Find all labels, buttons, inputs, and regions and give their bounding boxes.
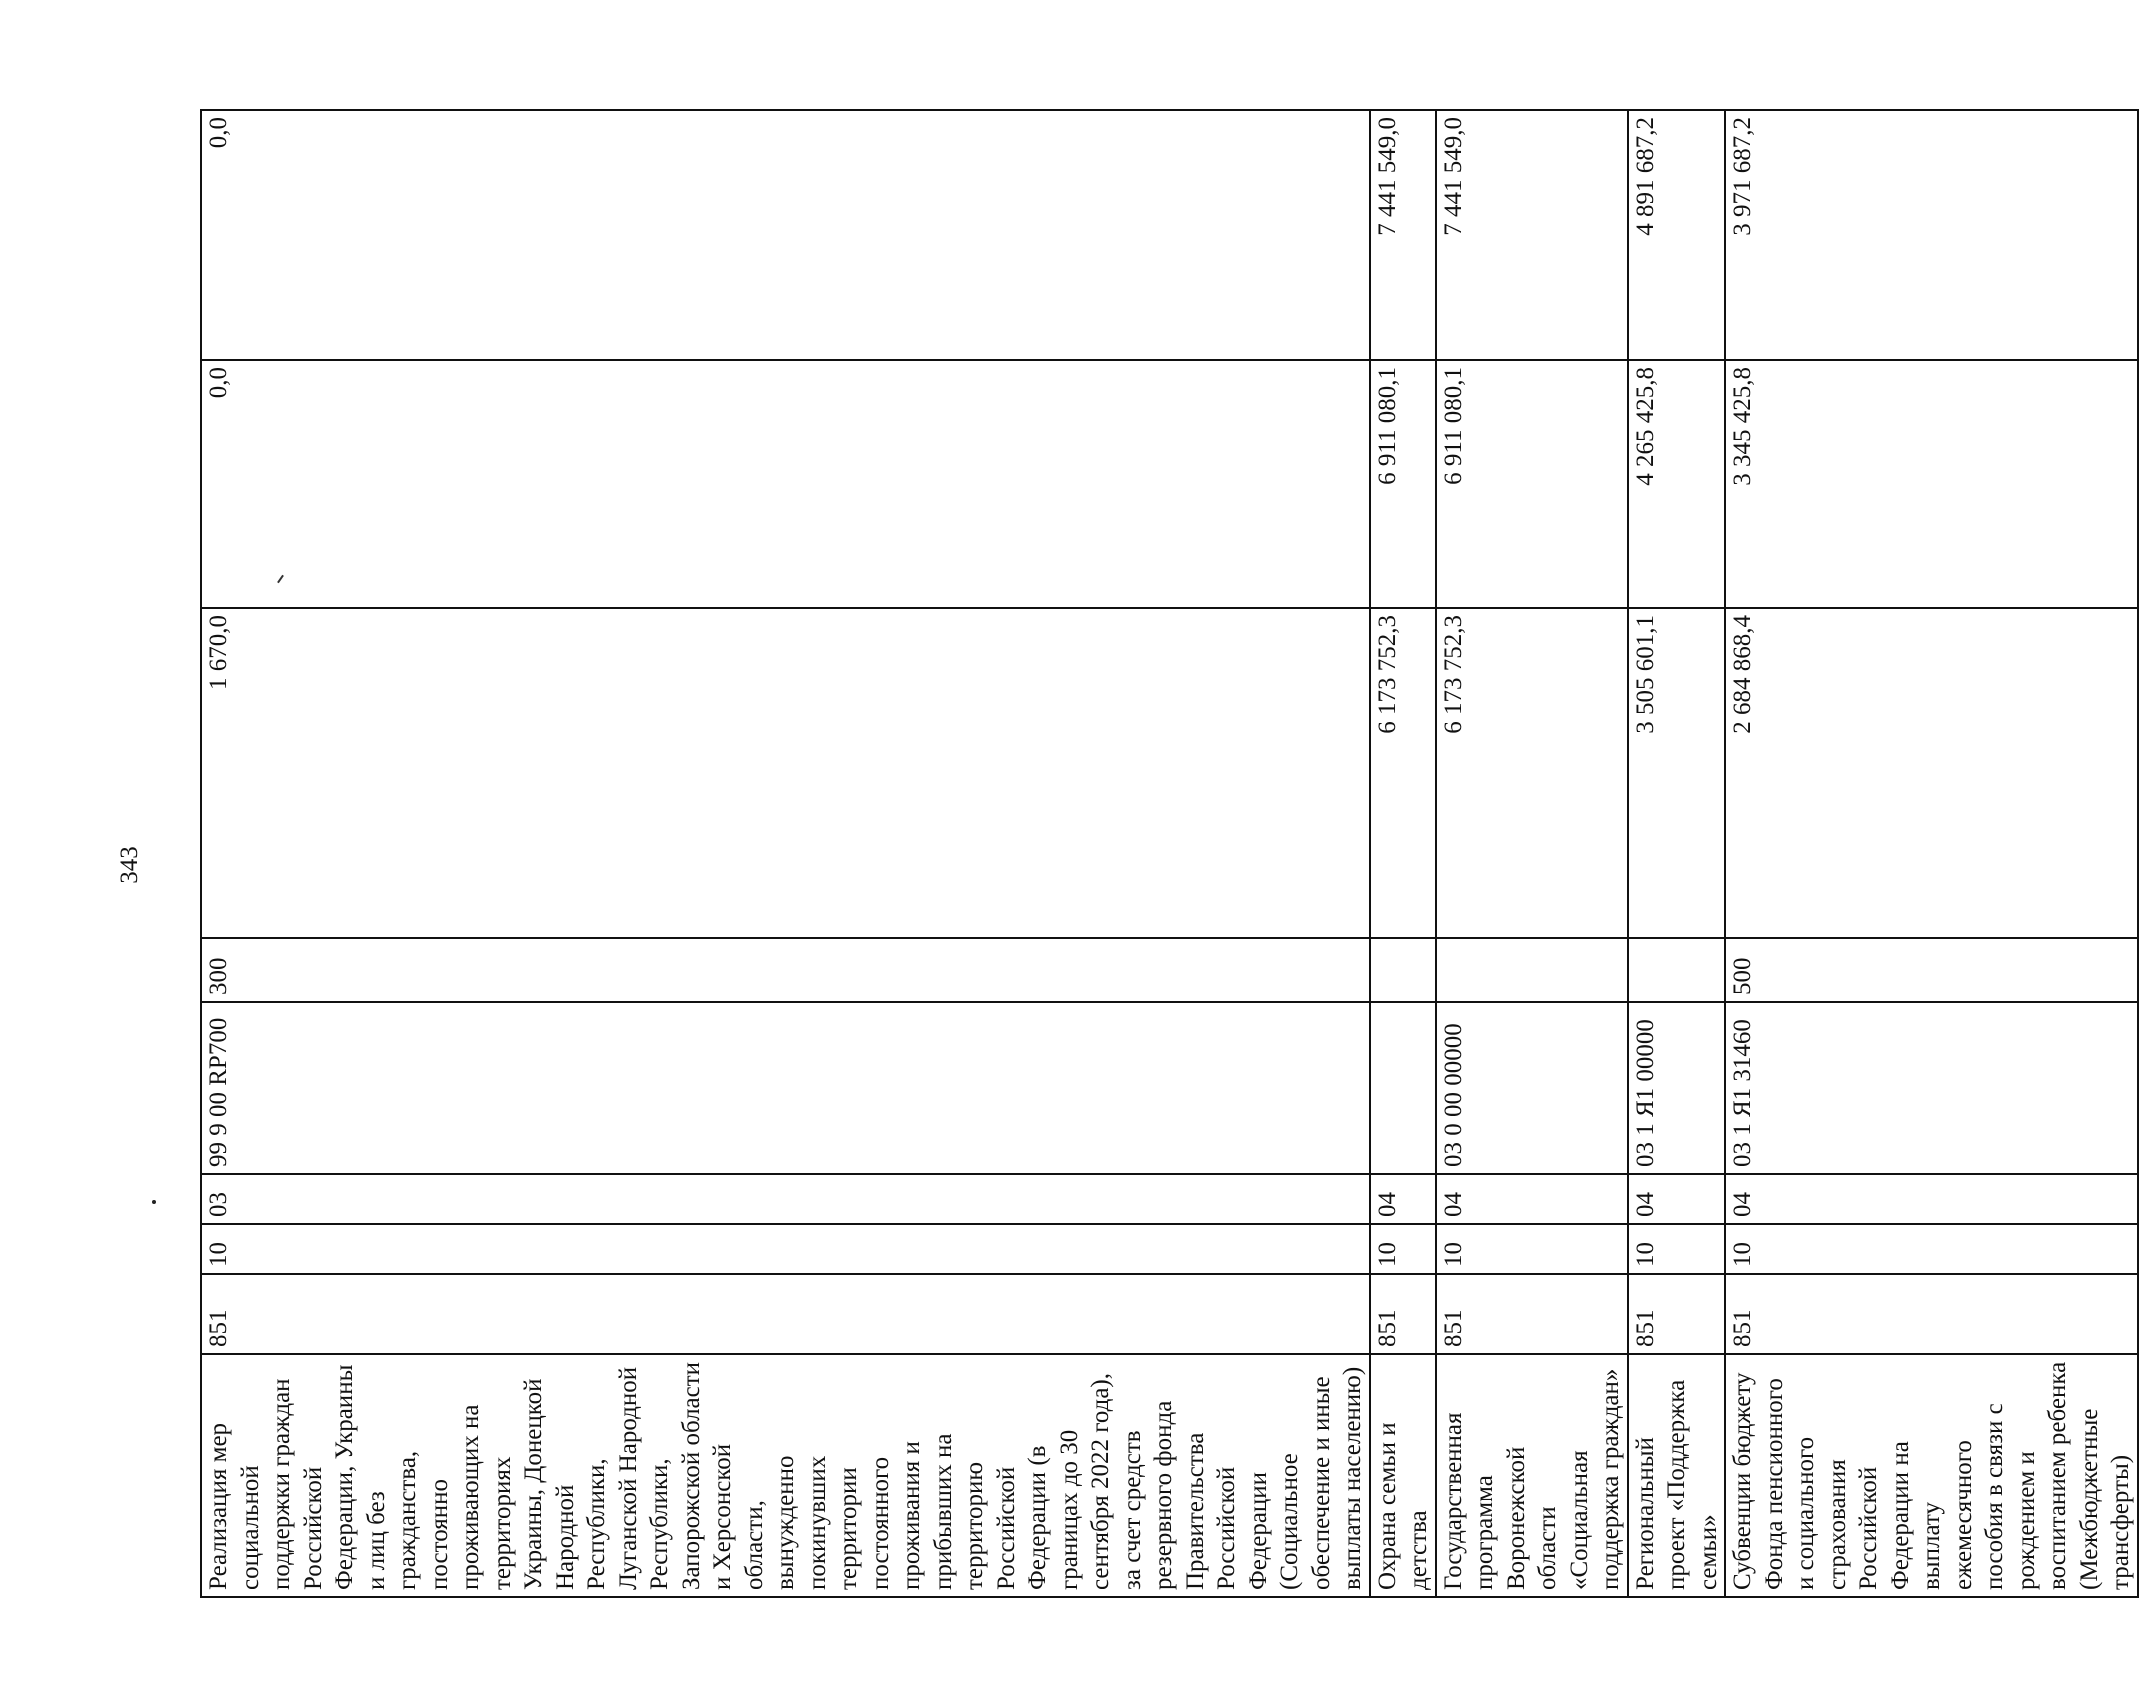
amount-1-cell: 1 670,0 xyxy=(201,608,1370,938)
table-row xyxy=(1436,110,1628,1597)
amount-2-cell: 0,0 xyxy=(201,360,1370,608)
section-cell: 10 xyxy=(201,1224,1370,1274)
ministry-code-cell: 851 xyxy=(201,1274,1370,1354)
row-name-cell: Реализация мер социальной поддержки граждан Российской Федерации, Украины и лиц без гражданства, постоянно проживающих на территориях Украины, Донецкой Народной Республики, Луганской Народной Республики, Запорожской области и Херсонской области, вынужденно покинувших территории постоянного проживания и прибывших на территорию Российской Федерации (в границах до 30 сентября 2022 года), за счет средств резервного фонда Правительства Российской Федерации (Социальное обеспечение и иные выплаты населению) xyxy=(201,1354,1370,1597)
budget-table xyxy=(200,109,2139,1598)
table-row xyxy=(1628,110,1726,1597)
ministry-code-cell: 851 xyxy=(1725,1274,2138,1354)
table-row xyxy=(1725,110,2138,1597)
subsection-cell: 03 xyxy=(201,1174,1370,1224)
amount-2-cell: 6 911 080,1 xyxy=(1436,360,1628,608)
amount-3-cell: 7 441 549,0 xyxy=(1370,110,1436,360)
amount-3-cell: 3 971 687,2 xyxy=(1725,110,2138,360)
subsection-cell: 04 xyxy=(1436,1174,1628,1224)
ministry-code-cell: 851 xyxy=(1436,1274,1628,1354)
target-article-cell: 03 0 00 00000 xyxy=(1436,1002,1628,1174)
expense-type-cell xyxy=(1436,938,1628,1002)
subsection-cell: 04 xyxy=(1628,1174,1726,1224)
subsection-cell: 04 xyxy=(1725,1174,2138,1224)
amount-2-cell: 3 345 425,8 xyxy=(1725,360,2138,608)
row-name-cell: Региональный проект «Поддержка семьи» xyxy=(1628,1354,1726,1597)
target-article-cell: 03 1 Я1 00000 xyxy=(1628,1002,1726,1174)
ministry-code-cell: 851 xyxy=(1628,1274,1726,1354)
amount-3-cell: 0,0 xyxy=(201,110,1370,360)
expense-type-cell: 300 xyxy=(201,938,1370,1002)
table-row xyxy=(201,110,1370,1597)
amount-1-cell: 2 684 868,4 xyxy=(1725,608,2138,938)
expense-type-cell xyxy=(1628,938,1726,1002)
target-article-cell: 03 1 Я1 31460 xyxy=(1725,1002,2138,1174)
expense-type-cell: 500 xyxy=(1725,938,2138,1002)
amount-3-cell: 4 891 687,2 xyxy=(1628,110,1726,360)
section-cell: 10 xyxy=(1370,1224,1436,1274)
section-cell: 10 xyxy=(1628,1224,1726,1274)
amount-1-cell: 3 505 601,1 xyxy=(1628,608,1726,938)
scan-speck xyxy=(152,1200,156,1204)
subsection-cell: 04 xyxy=(1370,1174,1436,1224)
ministry-code-cell: 851 xyxy=(1370,1274,1436,1354)
section-cell: 10 xyxy=(1725,1224,2138,1274)
table-row xyxy=(1370,110,1436,1597)
expense-type-cell xyxy=(1370,938,1436,1002)
amount-2-cell: 6 911 080,1 xyxy=(1370,360,1436,608)
row-name-cell: Субвенции бюджету Фонда пенсионного и социального страхования Российской Федерации на выплату ежемесячного пособия в связи с рождением и воспитанием ребенка (Межбюджетные трансферты) xyxy=(1725,1354,2138,1597)
rotated-table-sheet xyxy=(200,111,2134,1598)
page-number: 343 xyxy=(116,846,143,884)
amount-1-cell: 6 173 752,3 xyxy=(1370,608,1436,938)
amount-3-cell: 7 441 549,0 xyxy=(1436,110,1628,360)
amount-2-cell: 4 265 425,8 xyxy=(1628,360,1726,608)
target-article-cell xyxy=(1370,1002,1436,1174)
row-name-cell: Охрана семьи и детства xyxy=(1370,1354,1436,1597)
amount-1-cell: 6 173 752,3 xyxy=(1436,608,1628,938)
section-cell: 10 xyxy=(1436,1224,1628,1274)
target-article-cell: 99 9 00 RP700 xyxy=(201,1002,1370,1174)
row-name-cell: Государственная программа Воронежской области «Социальная поддержка граждан» xyxy=(1436,1354,1628,1597)
